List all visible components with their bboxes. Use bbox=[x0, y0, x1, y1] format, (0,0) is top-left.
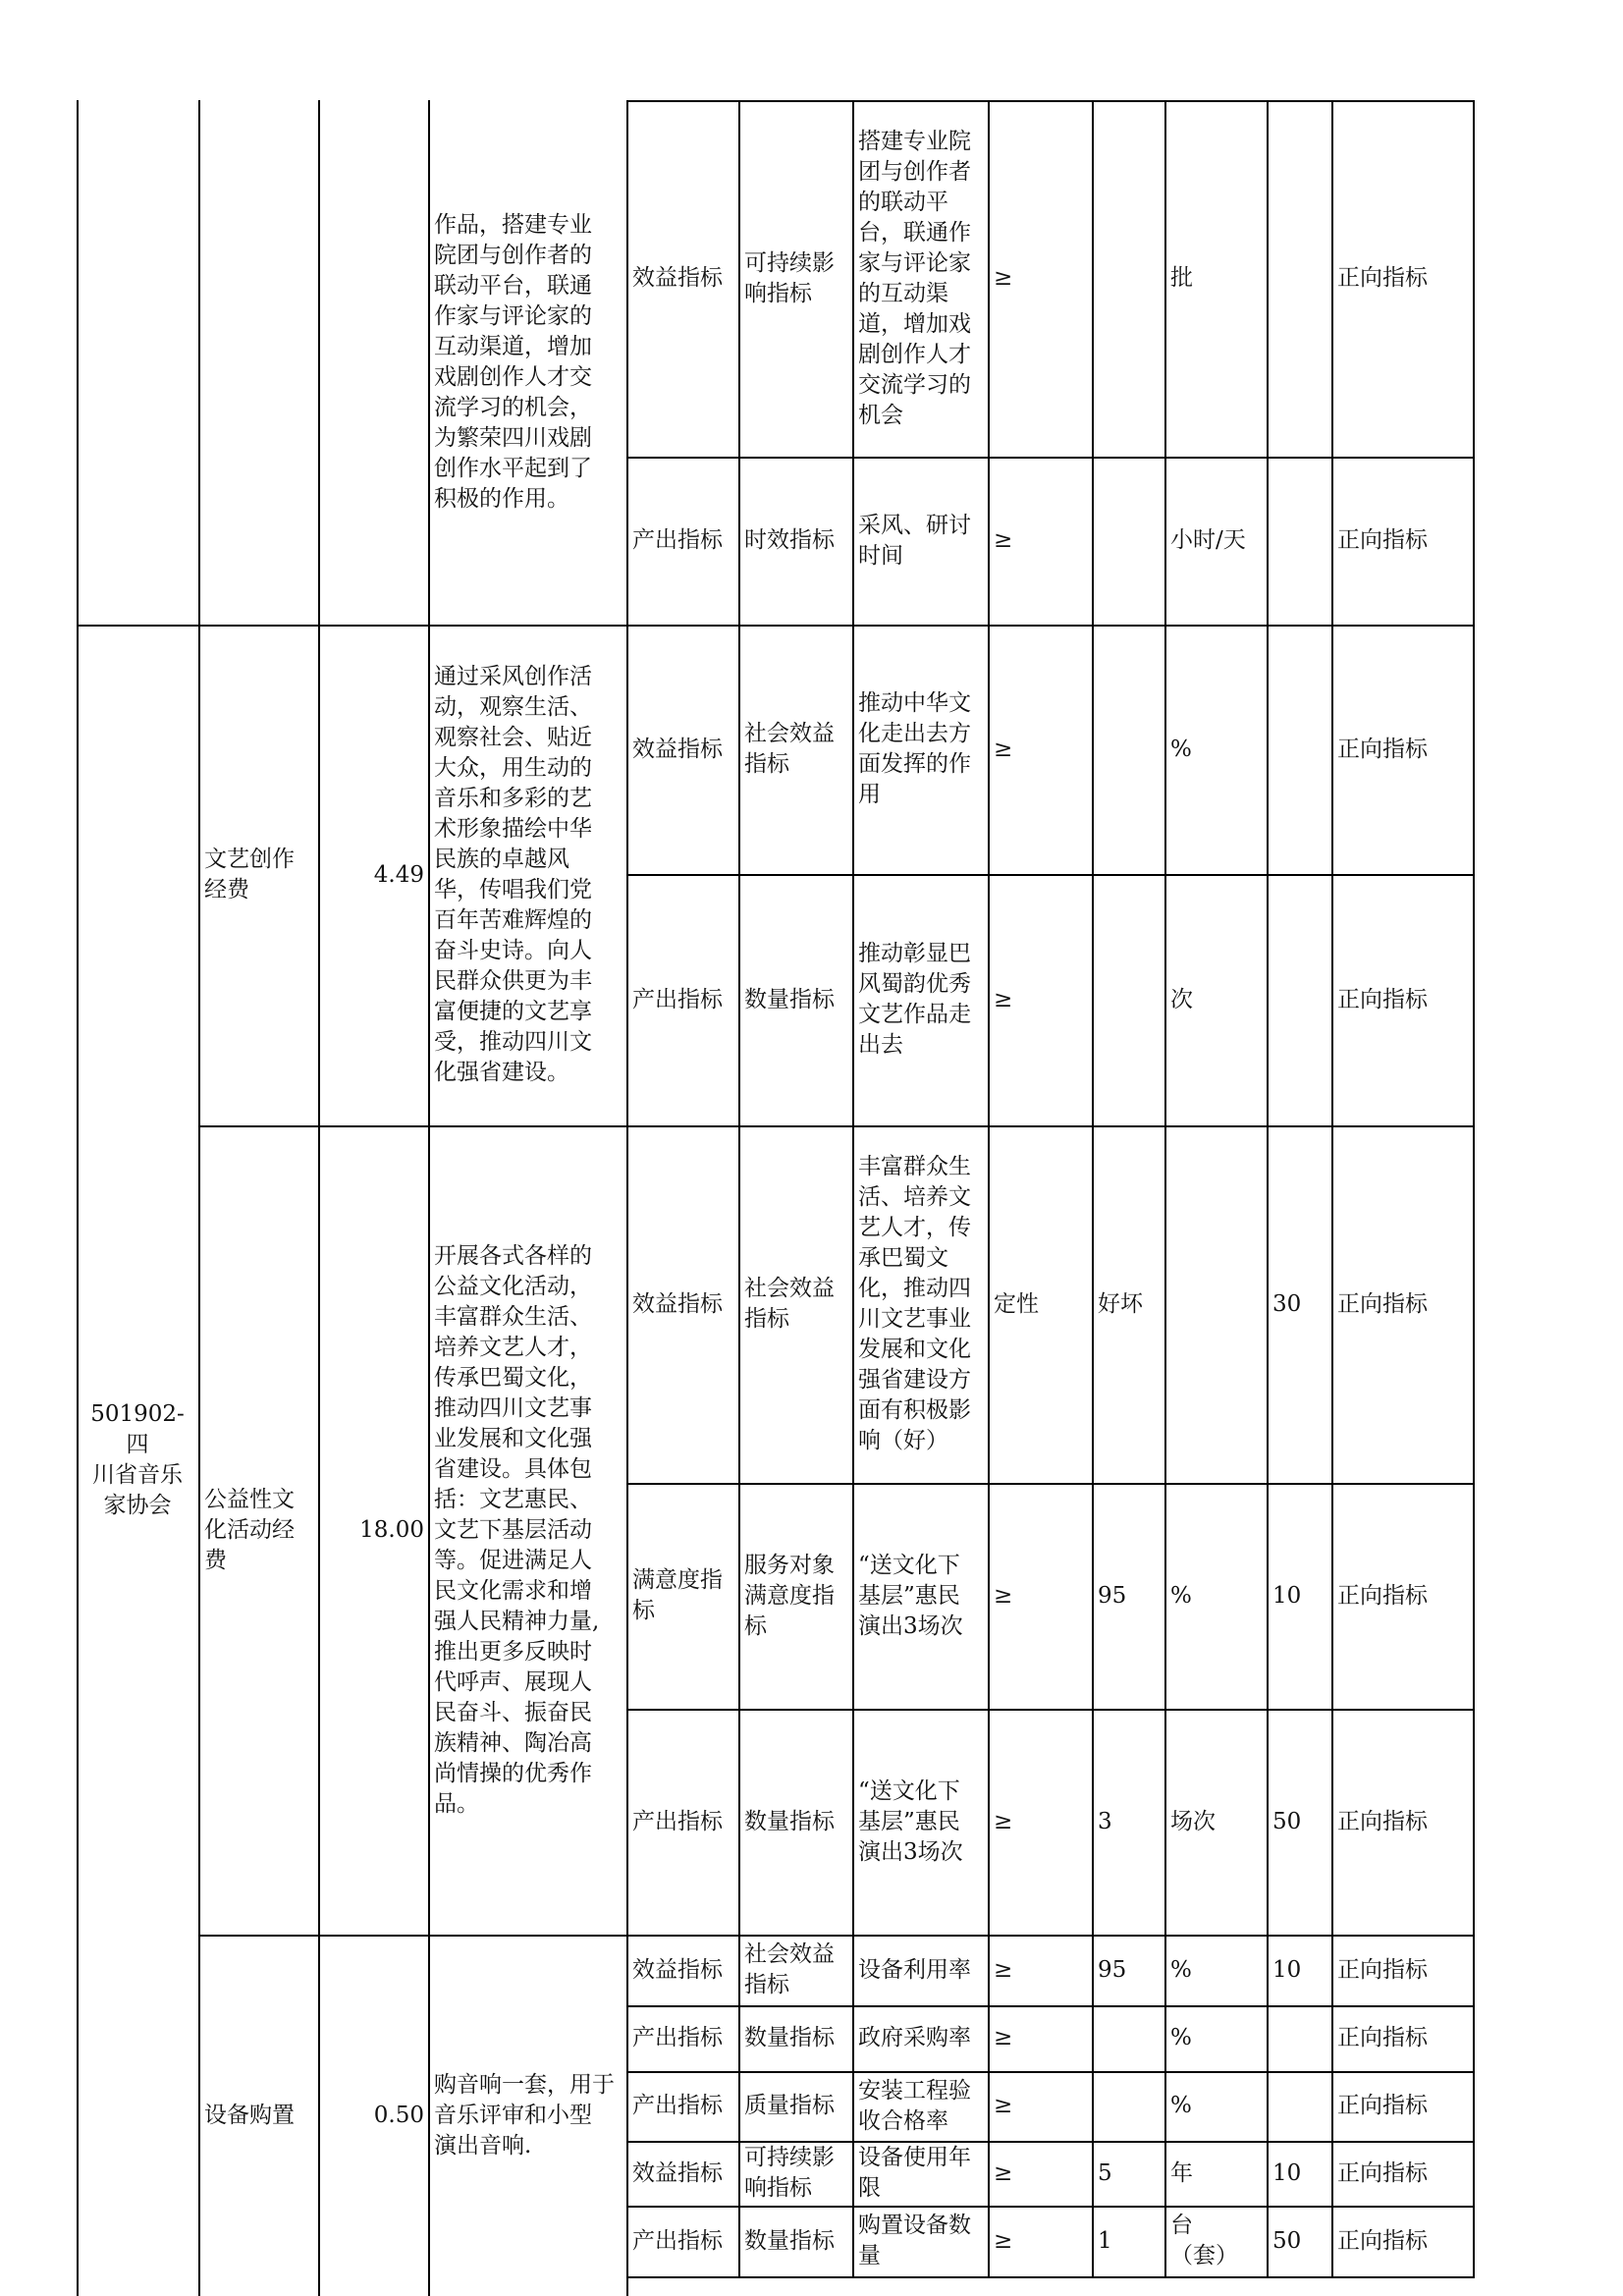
indicator-name-text: 搭建专业院 团与创作者 的联动平 台，联通作 家与评论家 的互动渠 道，增加戏 剧创作人才 交流学习的 机会 bbox=[858, 128, 971, 428]
indicator-type bbox=[626, 100, 738, 457]
indicator-name bbox=[852, 1935, 988, 2005]
indicator-subtype bbox=[738, 1935, 852, 2005]
indicator-weight-text: 10 bbox=[1272, 1582, 1302, 1609]
indicator-subtype-text: 时效指标 bbox=[744, 527, 835, 553]
indicator-type bbox=[626, 1935, 738, 2005]
indicator-operator-text: ≥ bbox=[994, 265, 1013, 291]
indicator-direction-text: 正向指标 bbox=[1337, 2227, 1428, 2254]
indicator-direction bbox=[1331, 625, 1473, 874]
indicator-type bbox=[626, 457, 738, 625]
indicator-operator bbox=[988, 2005, 1092, 2071]
indicator-subtype bbox=[738, 625, 852, 874]
indicator-unit-text: 批 bbox=[1170, 265, 1193, 291]
indicator-subtype bbox=[738, 457, 852, 625]
project-name-text: 公益性文 化活动经 费 bbox=[204, 1486, 295, 1573]
indicator-value-text: 1 bbox=[1098, 2227, 1112, 2254]
indicator-direction bbox=[1331, 1483, 1473, 1709]
indicator-value-text: 5 bbox=[1098, 2159, 1112, 2186]
indicator-value bbox=[1092, 100, 1164, 457]
indicator-name bbox=[852, 2071, 988, 2141]
indicator-value-text: 3 bbox=[1098, 1808, 1112, 1834]
indicator-type-text: 产出指标 bbox=[632, 2227, 723, 2254]
indicator-unit-text: 场次 bbox=[1170, 1808, 1216, 1834]
indicator-name-text: “送文化下 基层”惠民 演出3场次 bbox=[858, 1777, 963, 1865]
indicator-direction bbox=[1331, 1935, 1473, 2005]
indicator-value bbox=[1092, 457, 1164, 625]
indicator-unit-text: % bbox=[1170, 1582, 1192, 1609]
indicator-weight bbox=[1267, 2005, 1331, 2071]
indicator-unit bbox=[1164, 1935, 1267, 2005]
unit-name-text: 501902-四 川省音乐 家协会 bbox=[90, 1401, 185, 1518]
indicator-direction-text: 正向指标 bbox=[1337, 1808, 1428, 1834]
indicator-type bbox=[626, 625, 738, 874]
indicator-unit bbox=[1164, 1483, 1267, 1709]
indicator-operator-text: 定性 bbox=[994, 1290, 1039, 1317]
project-amount bbox=[318, 1125, 428, 1935]
indicator-weight bbox=[1267, 1483, 1331, 1709]
indicator-direction bbox=[1331, 457, 1473, 625]
indicator-unit bbox=[1164, 625, 1267, 874]
project-name-text: 设备购置 bbox=[204, 2102, 295, 2128]
indicator-operator bbox=[988, 2071, 1092, 2141]
indicator-value bbox=[1092, 1935, 1164, 2005]
indicator-subtype-text: 数量指标 bbox=[744, 986, 835, 1012]
indicator-subtype-text: 质量指标 bbox=[744, 2093, 835, 2118]
indicator-unit bbox=[1164, 457, 1267, 625]
indicator-operator bbox=[988, 1709, 1092, 1935]
column-border bbox=[1473, 100, 1475, 2276]
indicator-type bbox=[626, 2005, 738, 2071]
project-description-text: 开展各式各样的 公益文化活动， 丰富群众生活、 培养文艺人才， 传承巴蜀文化， 推动四川文艺事 业发展和文化强 省建设。具体包 括：文艺惠民、 文艺下基层活动 等。促进满足人 民文化需求和增 强人民精神力量, 推出更多反映时 代呼声、展现人 民奋斗、振奋民 族精神、陶冶高 尚情操的优秀作 品。 bbox=[434, 1242, 600, 1817]
indicator-weight bbox=[1267, 874, 1331, 1125]
indicator-name bbox=[852, 1709, 988, 1935]
indicator-operator bbox=[988, 625, 1092, 874]
indicator-direction-text: 正向指标 bbox=[1337, 736, 1428, 762]
indicator-operator-text: ≥ bbox=[994, 2159, 1013, 2186]
indicator-operator-text: ≥ bbox=[994, 736, 1013, 762]
project-amount bbox=[318, 1935, 428, 2296]
indicator-type bbox=[626, 874, 738, 1125]
row-border bbox=[626, 2276, 1475, 2278]
indicator-name-text: 推动彰显巴 风蜀韵优秀 文艺作品走 出去 bbox=[858, 941, 971, 1058]
indicator-operator bbox=[988, 1935, 1092, 2005]
indicator-subtype bbox=[738, 1125, 852, 1483]
indicator-weight bbox=[1267, 625, 1331, 874]
indicator-name bbox=[852, 2141, 988, 2206]
indicator-weight bbox=[1267, 2071, 1331, 2141]
project-description-text: 作品，搭建专业 院团与创作者的 联动平台，联通 作家与评论家的 互动渠道，增加 戏剧创作人才交 流学习的机会， 为繁荣四川戏剧 创作水平起到了 积极的作用。 bbox=[434, 212, 592, 512]
indicator-operator-text: ≥ bbox=[994, 986, 1013, 1012]
indicator-type bbox=[626, 2206, 738, 2276]
indicator-unit bbox=[1164, 2141, 1267, 2206]
project-name bbox=[198, 1935, 318, 2296]
indicator-unit-text: 小时/天 bbox=[1170, 527, 1246, 553]
indicator-operator bbox=[988, 2206, 1092, 2276]
indicator-name-text: 安装工程验 收合格率 bbox=[858, 2077, 971, 2134]
indicator-operator bbox=[988, 1125, 1092, 1483]
indicator-subtype-text: 数量指标 bbox=[744, 2227, 835, 2254]
indicator-value bbox=[1092, 2071, 1164, 2141]
project-name bbox=[198, 625, 318, 1125]
indicator-operator-text: ≥ bbox=[994, 2025, 1013, 2050]
indicator-weight-text: 50 bbox=[1272, 2227, 1302, 2254]
indicator-direction-text: 正向指标 bbox=[1337, 1582, 1428, 1609]
indicator-type-text: 产出指标 bbox=[632, 2093, 723, 2118]
indicator-unit bbox=[1164, 1125, 1267, 1483]
indicator-operator bbox=[988, 1483, 1092, 1709]
project-description-text: 通过采风创作活 动，观察生活、 观察社会、贴近 大众，用生动的 音乐和多彩的艺 术形象描绘中华 民族的卓越风 华，传唱我们党 百年苦难辉煌的 奋斗史诗。向人 民群众供更为丰 富便捷的文艺享 受，推动四川文 化强省建设。 bbox=[434, 664, 592, 1085]
indicator-operator-text: ≥ bbox=[994, 2093, 1013, 2118]
indicator-name bbox=[852, 457, 988, 625]
project-description bbox=[428, 1125, 626, 1935]
project-amount bbox=[318, 100, 428, 625]
indicator-operator-text: ≥ bbox=[994, 2227, 1013, 2254]
indicator-operator bbox=[988, 874, 1092, 1125]
indicator-name-text: 购置设备数 量 bbox=[858, 2213, 971, 2269]
indicator-value bbox=[1092, 1125, 1164, 1483]
indicator-weight bbox=[1267, 1125, 1331, 1483]
indicator-value bbox=[1092, 1709, 1164, 1935]
indicator-direction bbox=[1331, 2141, 1473, 2206]
indicator-operator bbox=[988, 2141, 1092, 2206]
indicator-name-text: 设备使用年 限 bbox=[858, 2145, 971, 2201]
indicator-operator bbox=[988, 457, 1092, 625]
indicator-direction-text: 正向指标 bbox=[1337, 265, 1428, 291]
indicator-unit bbox=[1164, 2206, 1267, 2276]
indicator-subtype bbox=[738, 1483, 852, 1709]
indicator-unit-text: % bbox=[1170, 736, 1192, 762]
indicator-subtype-text: 服务对象 满意度指 标 bbox=[744, 1552, 835, 1639]
indicator-name bbox=[852, 2206, 988, 2276]
indicator-name bbox=[852, 874, 988, 1125]
indicator-subtype bbox=[738, 1709, 852, 1935]
indicator-subtype-text: 数量指标 bbox=[744, 2025, 835, 2050]
project-description bbox=[428, 100, 626, 625]
indicator-type-text: 满意度指 标 bbox=[632, 1567, 723, 1623]
indicator-subtype bbox=[738, 2071, 852, 2141]
indicator-type-text: 产出指标 bbox=[632, 986, 723, 1012]
indicator-type-text: 效益指标 bbox=[632, 2159, 723, 2186]
indicator-value-text: 95 bbox=[1098, 1956, 1127, 1983]
indicator-direction bbox=[1331, 2005, 1473, 2071]
indicator-direction-text: 正向指标 bbox=[1337, 1290, 1428, 1317]
indicator-name bbox=[852, 625, 988, 874]
indicator-operator-text: ≥ bbox=[994, 1808, 1013, 1834]
project-amount-text: 4.49 bbox=[373, 861, 424, 888]
project-amount bbox=[318, 625, 428, 1125]
indicator-subtype-text: 社会效益 指标 bbox=[744, 1941, 835, 1997]
indicator-type bbox=[626, 2071, 738, 2141]
indicator-value-text: 好坏 bbox=[1098, 1290, 1143, 1317]
indicator-name-text: “送文化下 基层”惠民 演出3场次 bbox=[858, 1552, 963, 1639]
indicator-weight bbox=[1267, 457, 1331, 625]
indicator-name bbox=[852, 100, 988, 457]
indicator-value bbox=[1092, 2141, 1164, 2206]
indicator-type-text: 效益指标 bbox=[632, 265, 723, 291]
indicator-subtype bbox=[738, 2206, 852, 2276]
indicator-weight bbox=[1267, 2141, 1331, 2206]
project-description bbox=[428, 625, 626, 1125]
indicator-type-text: 产出指标 bbox=[632, 1808, 723, 1834]
indicator-name-text: 采风、研讨 时间 bbox=[858, 512, 971, 569]
project-name-text: 文艺创作 经费 bbox=[204, 847, 295, 902]
indicator-weight-text: 10 bbox=[1272, 2159, 1302, 2186]
indicator-value bbox=[1092, 874, 1164, 1125]
indicator-subtype-text: 可持续影 响指标 bbox=[744, 2145, 835, 2201]
indicator-weight bbox=[1267, 2206, 1331, 2276]
indicator-direction bbox=[1331, 1125, 1473, 1483]
indicator-subtype-text: 社会效益 指标 bbox=[744, 1276, 835, 1332]
indicator-operator-text: ≥ bbox=[994, 1956, 1013, 1983]
indicator-type-text: 产出指标 bbox=[632, 527, 723, 553]
indicator-weight bbox=[1267, 100, 1331, 457]
indicator-unit-text: % bbox=[1170, 1956, 1192, 1983]
indicator-subtype bbox=[738, 874, 852, 1125]
indicator-type bbox=[626, 1125, 738, 1483]
indicator-direction-text: 正向指标 bbox=[1337, 2093, 1428, 2118]
indicator-subtype bbox=[738, 100, 852, 457]
project-amount-text: 0.50 bbox=[373, 2102, 424, 2128]
indicator-value bbox=[1092, 2206, 1164, 2276]
indicator-value bbox=[1092, 1483, 1164, 1709]
indicator-direction bbox=[1331, 100, 1473, 457]
indicator-operator-text: ≥ bbox=[994, 1582, 1013, 1609]
indicator-subtype-text: 社会效益 指标 bbox=[744, 721, 835, 777]
indicator-type bbox=[626, 2141, 738, 2206]
indicator-type-text: 效益指标 bbox=[632, 1956, 723, 1983]
project-amount-text: 18.00 bbox=[359, 1516, 424, 1543]
indicator-unit bbox=[1164, 2005, 1267, 2071]
indicator-direction-text: 正向指标 bbox=[1337, 2159, 1428, 2186]
indicator-operator bbox=[988, 100, 1092, 457]
indicator-subtype bbox=[738, 2141, 852, 2206]
indicator-type bbox=[626, 1709, 738, 1935]
project-description-text: 购音响一套，用于 音乐评审和小型 演出音响. bbox=[434, 2071, 615, 2159]
indicator-name bbox=[852, 1125, 988, 1483]
indicator-name-text: 设备利用率 bbox=[858, 1956, 971, 1983]
indicator-weight bbox=[1267, 1935, 1331, 2005]
indicator-subtype-text: 可持续影 响指标 bbox=[744, 249, 835, 306]
indicator-type bbox=[626, 1483, 738, 1709]
indicator-unit-text: 年 bbox=[1170, 2159, 1193, 2186]
project-description bbox=[428, 1935, 626, 2296]
indicator-unit bbox=[1164, 1709, 1267, 1935]
indicator-operator-text: ≥ bbox=[994, 527, 1013, 553]
indicator-unit-text: % bbox=[1170, 2025, 1192, 2050]
indicator-type-text: 产出指标 bbox=[632, 2025, 723, 2050]
project-name bbox=[198, 100, 318, 625]
indicator-name-text: 丰富群众生 活、培养文 艺人才，传 承巴蜀文 化，推动四 川文艺事业 发展和文化 强省建设方 面有积极影 响（好） bbox=[858, 1154, 971, 1453]
indicator-direction-text: 正向指标 bbox=[1337, 2025, 1428, 2050]
indicator-direction-text: 正向指标 bbox=[1337, 527, 1428, 553]
indicator-unit bbox=[1164, 2071, 1267, 2141]
indicator-weight-text: 30 bbox=[1272, 1290, 1302, 1317]
indicator-direction-text: 正向指标 bbox=[1337, 1956, 1428, 1983]
indicator-weight bbox=[1267, 1709, 1331, 1935]
indicator-name-text: 推动中华文 化走出去方 面发挥的作 用 bbox=[858, 690, 971, 807]
indicator-unit-text: 次 bbox=[1170, 986, 1193, 1012]
indicator-type-text: 效益指标 bbox=[632, 736, 723, 762]
indicator-unit bbox=[1164, 874, 1267, 1125]
indicator-value bbox=[1092, 625, 1164, 874]
indicator-name-text: 政府采购率 bbox=[858, 2025, 971, 2050]
indicator-subtype-text: 数量指标 bbox=[744, 1808, 835, 1834]
indicator-unit bbox=[1164, 100, 1267, 457]
indicator-direction-text: 正向指标 bbox=[1337, 986, 1428, 1012]
indicator-direction bbox=[1331, 874, 1473, 1125]
indicator-value-text: 95 bbox=[1098, 1582, 1127, 1609]
indicator-value bbox=[1092, 2005, 1164, 2071]
indicator-direction bbox=[1331, 2071, 1473, 2141]
indicator-unit-text: 台 （套） bbox=[1170, 2213, 1238, 2269]
indicator-subtype bbox=[738, 2005, 852, 2071]
indicator-name bbox=[852, 2005, 988, 2071]
indicator-direction bbox=[1331, 2206, 1473, 2276]
indicator-weight-text: 50 bbox=[1272, 1808, 1302, 1834]
indicator-unit-text: % bbox=[1170, 2093, 1192, 2118]
indicator-name bbox=[852, 1483, 988, 1709]
indicator-direction bbox=[1331, 1709, 1473, 1935]
indicator-weight-text: 10 bbox=[1272, 1956, 1302, 1983]
unit-name bbox=[77, 625, 198, 2296]
project-name bbox=[198, 1125, 318, 1935]
indicator-type-text: 效益指标 bbox=[632, 1290, 723, 1317]
